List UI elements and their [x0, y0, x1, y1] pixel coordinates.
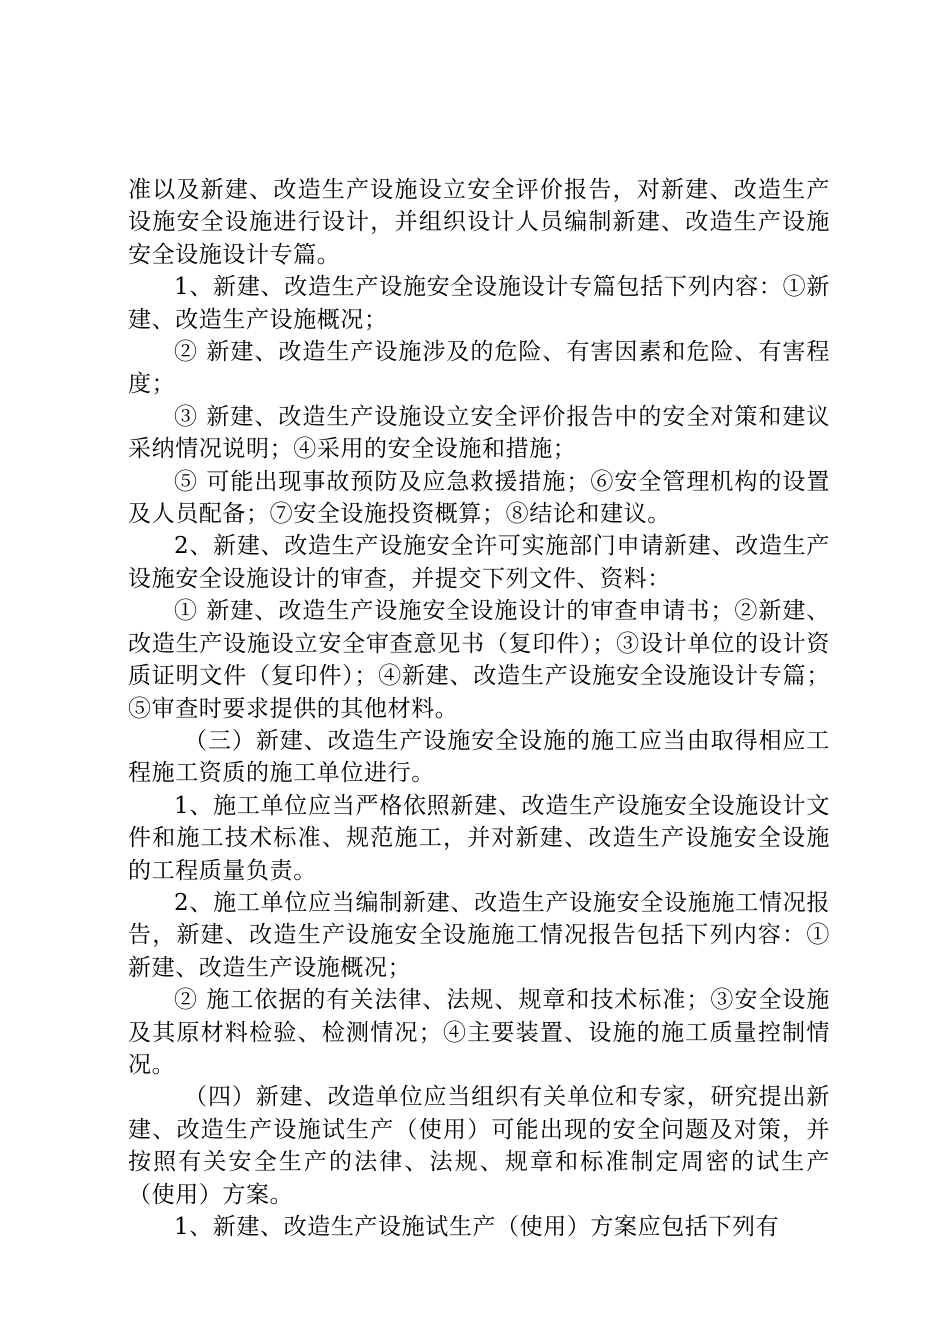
paragraph-subitem-2: ② 新建、改造生产设施涉及的危险、有害因素和危险、有害程度； — [128, 339, 830, 398]
paragraph-trial-item-1: 1、新建、改造生产设施试生产（使用）方案应包括下列有 — [174, 1214, 780, 1240]
paragraph-submission-list: ① 新建、改造生产设施安全设施设计的审查申请书；②新建、改造生产设施设立安全审查意见书（复印件）；③设计单位的设计资质证明文件（复印件）；④新建、改造生产设施安全设施设计专篇；⑤审查时要求提供的其他材料。 — [128, 598, 830, 722]
paragraph-construction-item-2: 2、施工单位应当编制新建、改造生产设施安全设施施工情况报告，新建、改造生产设施安全设施施工情况报告包括下列内容：①新建、改造生产设施概况； — [128, 889, 830, 981]
paragraph-section-3: （三）新建、改造生产设施安全设施的施工应当由取得相应工程施工资质的施工单位进行。 — [128, 727, 830, 787]
paragraph-section-4: （四）新建、改造单位应当组织有关单位和专家，研究提出新建、改造生产设施试生产（使用）可能出现的安全问题及对策，并按照有关安全生产的法律、法规、规章和标准制定周密的试生产（使用）方案。 — [128, 1084, 830, 1208]
paragraph-item-1: 1、新建、改造生产设施安全设施设计专篇包括下列内容：①新建、改造生产设施概况； — [128, 274, 830, 333]
paragraph-subitem-5: ⑤ 可能出现事故预防及应急救援措施；⑥安全管理机构的设置及人员配备；⑦安全设施投资概算；⑧结论和建议。 — [128, 468, 830, 528]
paragraph-item-2: 2、新建、改造生产设施安全许可实施部门申请新建、改造生产设施安全设施设计的审查，并提交下列文件、资料： — [128, 533, 830, 592]
paragraph-continuation: 准以及新建、改造生产设施设立安全评价报告，对新建、改造生产设施安全设施进行设计，并组织设计人员编制新建、改造生产设施安全设施设计专篇。 — [128, 177, 830, 268]
document-body — [128, 174, 830, 1243]
paragraph-subitem-3: ③ 新建、改造生产设施设立安全评价报告中的安全对策和建议采纳情况说明；④采用的安全设施和措施； — [128, 403, 830, 463]
paragraph-construction-details: ② 施工依据的有关法律、法规、规章和技术标准；③安全设施及其原材料检验、检测情况；④主要装置、设施的施工质量控制情况。 — [128, 987, 830, 1078]
paragraph-construction-item-1: 1、施工单位应当严格依照新建、改造生产设施安全设施设计文件和施工技术标准、规范施工，并对新建、改造生产设施安全设施的工程质量负责。 — [128, 792, 830, 884]
